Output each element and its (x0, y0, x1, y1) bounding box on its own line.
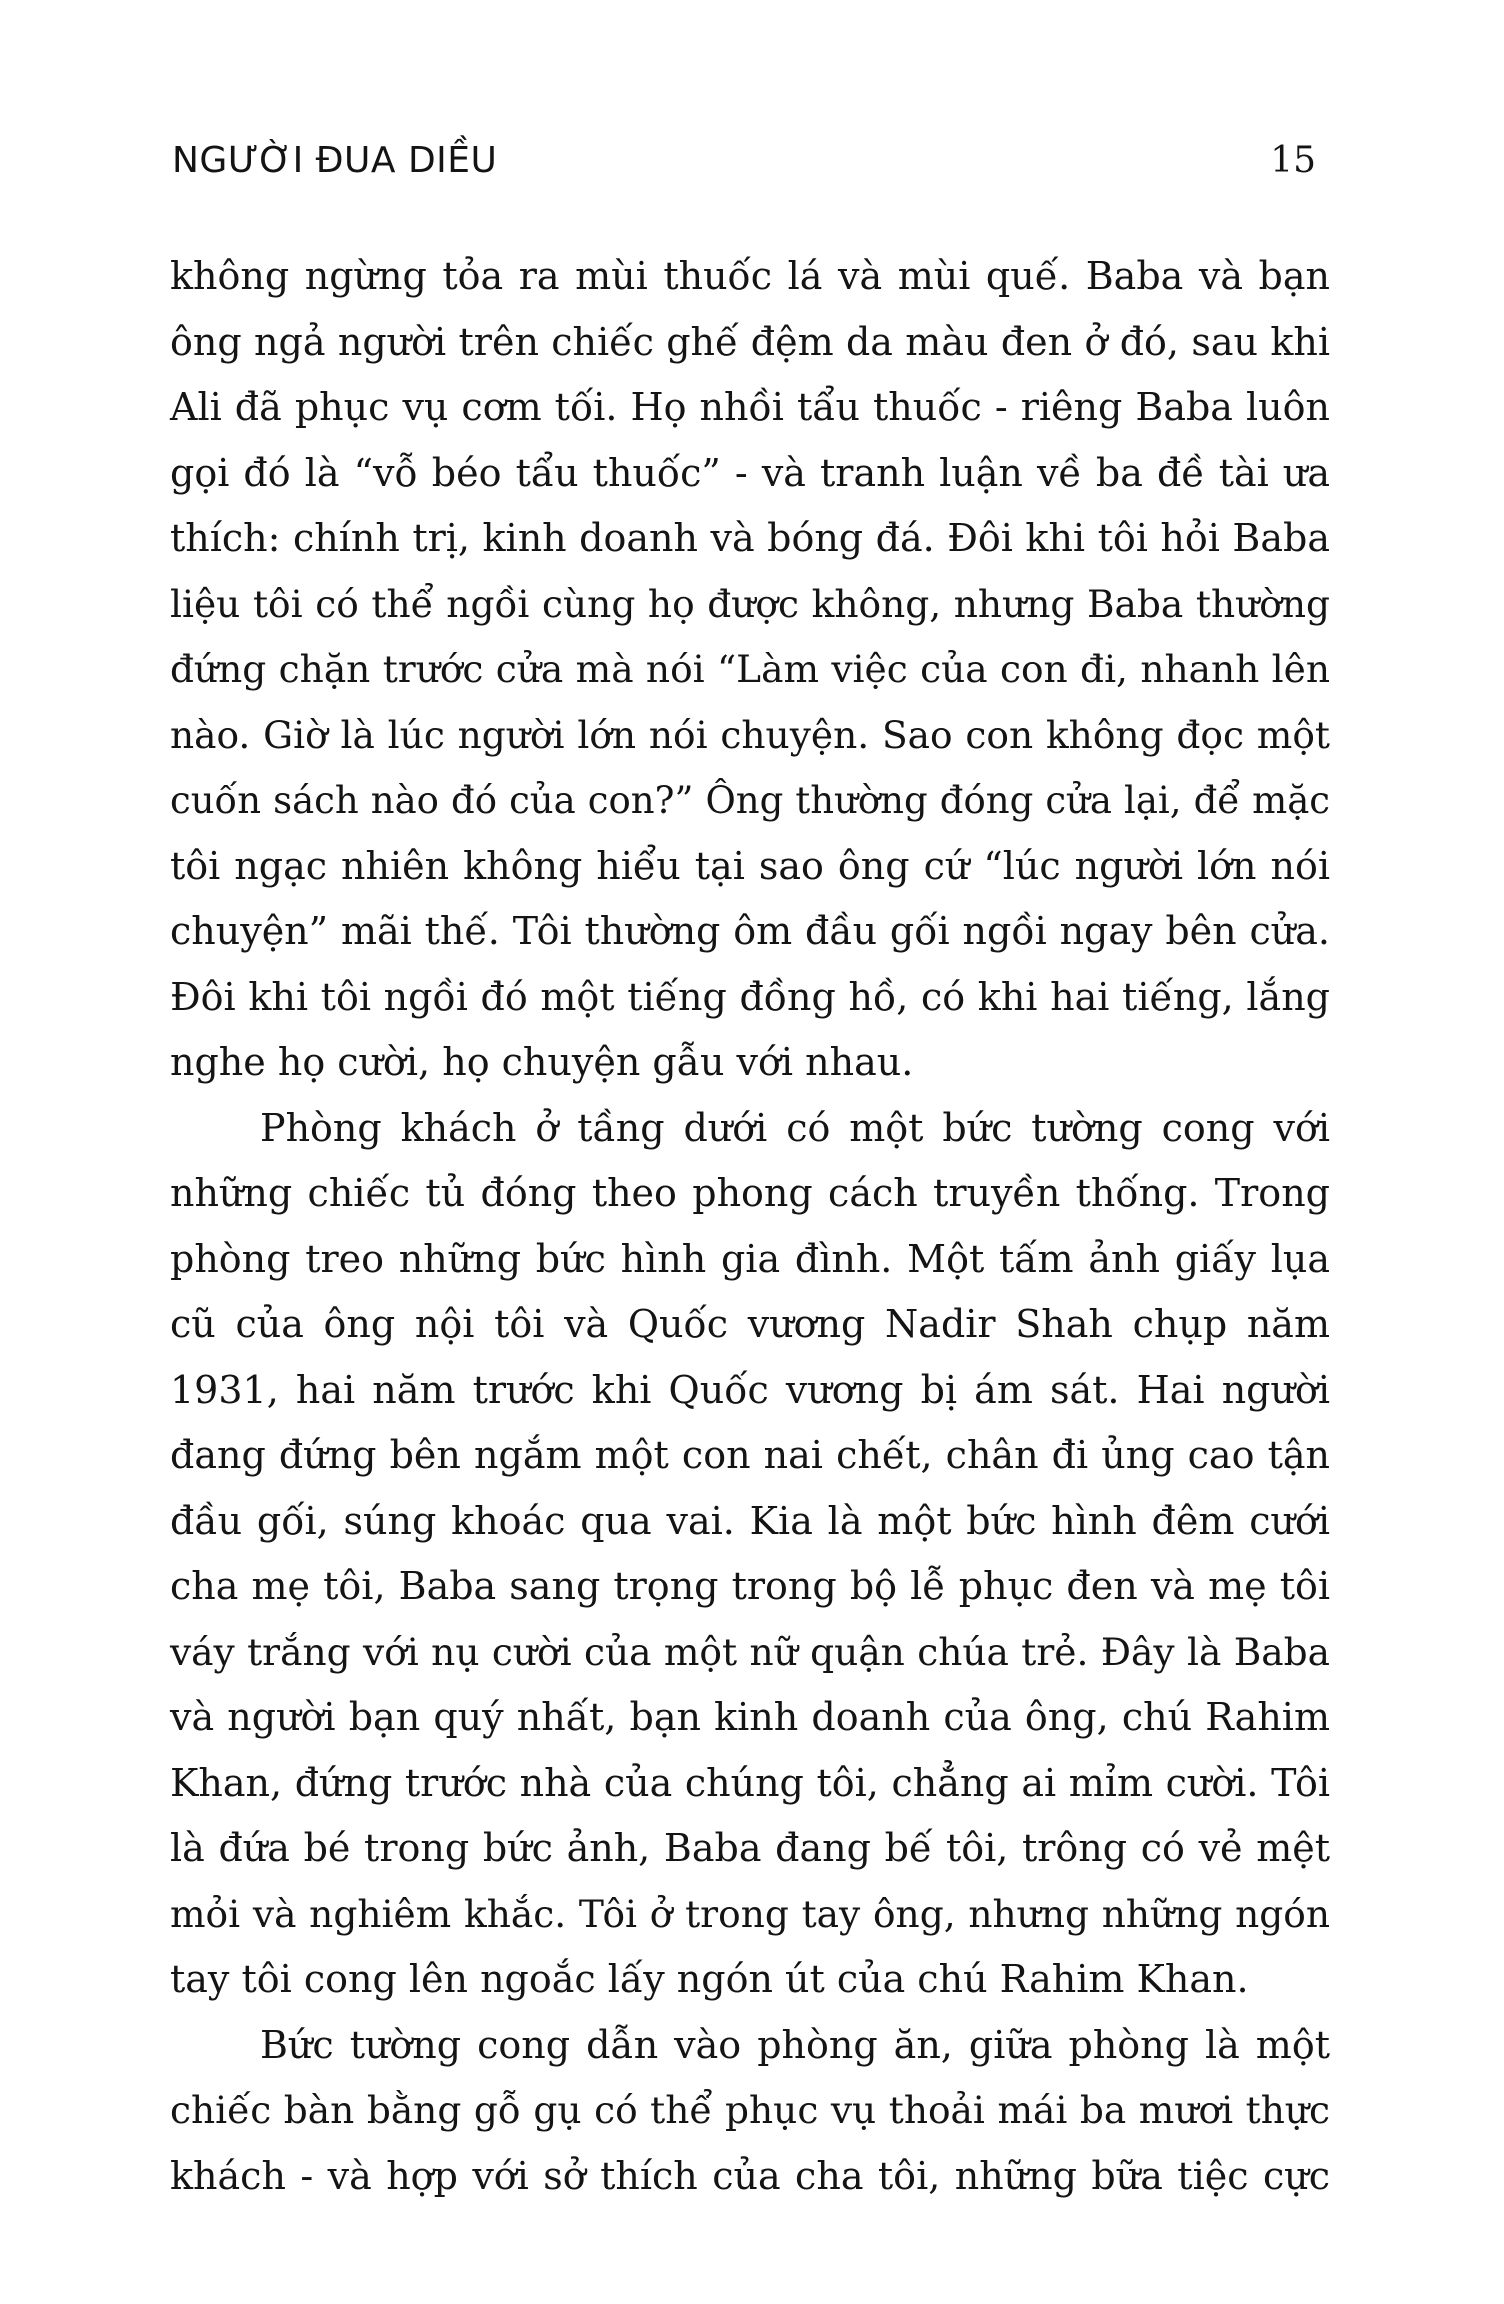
running-head-title: NGƯỜI ĐUA DIỀU (172, 140, 498, 181)
paragraph-first-line: Bức tường cong dẫn vào phòng ăn, giữa phòng là một (260, 2022, 1330, 2067)
text-line: chuyện” mãi thế. Tôi thường ôm đầu gối ngồi ngay bên cửa. (170, 909, 1330, 953)
body-text (170, 244, 1330, 2209)
text-line: Ali đã phục vụ cơm tối. Họ nhồi tẩu thuốc - riêng Baba luôn (170, 385, 1330, 429)
text-line: và người bạn quý nhất, bạn kinh doanh của ông, chú Rahim (170, 1695, 1330, 1739)
paragraph-first-line: Phòng khách ở tầng dưới có một bức tường cong với (260, 1105, 1330, 1150)
text-line: đầu gối, súng khoác qua vai. Kia là một bức hình đêm cưới (170, 1498, 1330, 1543)
paragraph-end-line: nghe họ cười, họ chuyện gẫu với nhau. (170, 1040, 914, 1084)
text-line: tôi ngạc nhiên không hiểu tại sao ông cứ “lúc người lớn nói (170, 843, 1330, 888)
text-line: đang đứng bên ngắm một con nai chết, chân đi ủng cao tận (170, 1433, 1330, 1477)
text-line: cha mẹ tôi, Baba sang trọng trong bộ lễ phục đen và mẹ tôi (170, 1564, 1330, 1608)
text-line: nào. Giờ là lúc người lớn nói chuyện. Sao con không đọc một (170, 712, 1330, 757)
text-line: không ngừng tỏa ra mùi thuốc lá và mùi quế. Baba và bạn (170, 254, 1330, 298)
text-line: váy trắng với nụ cười của một nữ quận chúa trẻ. Đây là Baba (170, 1629, 1330, 1674)
text-line: chiếc bàn bằng gỗ gụ có thể phục vụ thoải mái ba mươi thực (170, 2088, 1330, 2132)
text-line: phòng treo những bức hình gia đình. Một tấm ảnh giấy lụa (170, 1236, 1330, 1281)
text-line: liệu tôi có thể ngồi cùng họ được không, nhưng Baba thường (170, 581, 1330, 626)
text-line: đứng chặn trước cửa mà nói “Làm việc của con đi, nhanh lên (170, 647, 1330, 691)
text-line: cuốn sách nào đó của con?” Ông thường đóng cửa lại, để mặc (170, 779, 1330, 822)
text-line: ông ngả người trên chiếc ghế đệm da màu đen ở đó, sau khi (170, 319, 1330, 364)
text-line: mỏi và nghiêm khắc. Tôi ở trong tay ông, nhưng những ngón (170, 1891, 1330, 1936)
text-line: gọi đó là “vỗ béo tẩu thuốc” - và tranh luận về ba đề tài ưa (170, 450, 1330, 495)
paragraph-end-line: tay tôi cong lên ngoắc lấy ngón út của chú Rahim Khan. (170, 1957, 1249, 2001)
text-line: Khan, đứng trước nhà của chúng tôi, chẳng ai mỉm cười. Tôi (170, 1760, 1330, 1805)
text-line: Đôi khi tôi ngồi đó một tiếng đồng hồ, có khi hai tiếng, lắng (170, 974, 1330, 1019)
text-line: 1931, hai năm trước khi Quốc vương bị ám sát. Hai người (170, 1367, 1330, 1412)
text-line: khách - và hợp với sở thích của cha tôi, những bữa tiệc cực (170, 2153, 1330, 2198)
text-line: những chiếc tủ đóng theo phong cách truyền thống. Trong (170, 1171, 1330, 1215)
page-number: 15 (1270, 140, 1316, 181)
text-line: là đứa bé trong bức ảnh, Baba đang bế tôi, trông có vẻ mệt (170, 1826, 1330, 1870)
text-line: cũ của ông nội tôi và Quốc vương Nadir Shah chụp năm (170, 1302, 1330, 1346)
text-line: thích: chính trị, kinh doanh và bóng đá. Đôi khi tôi hỏi Baba (170, 516, 1330, 560)
